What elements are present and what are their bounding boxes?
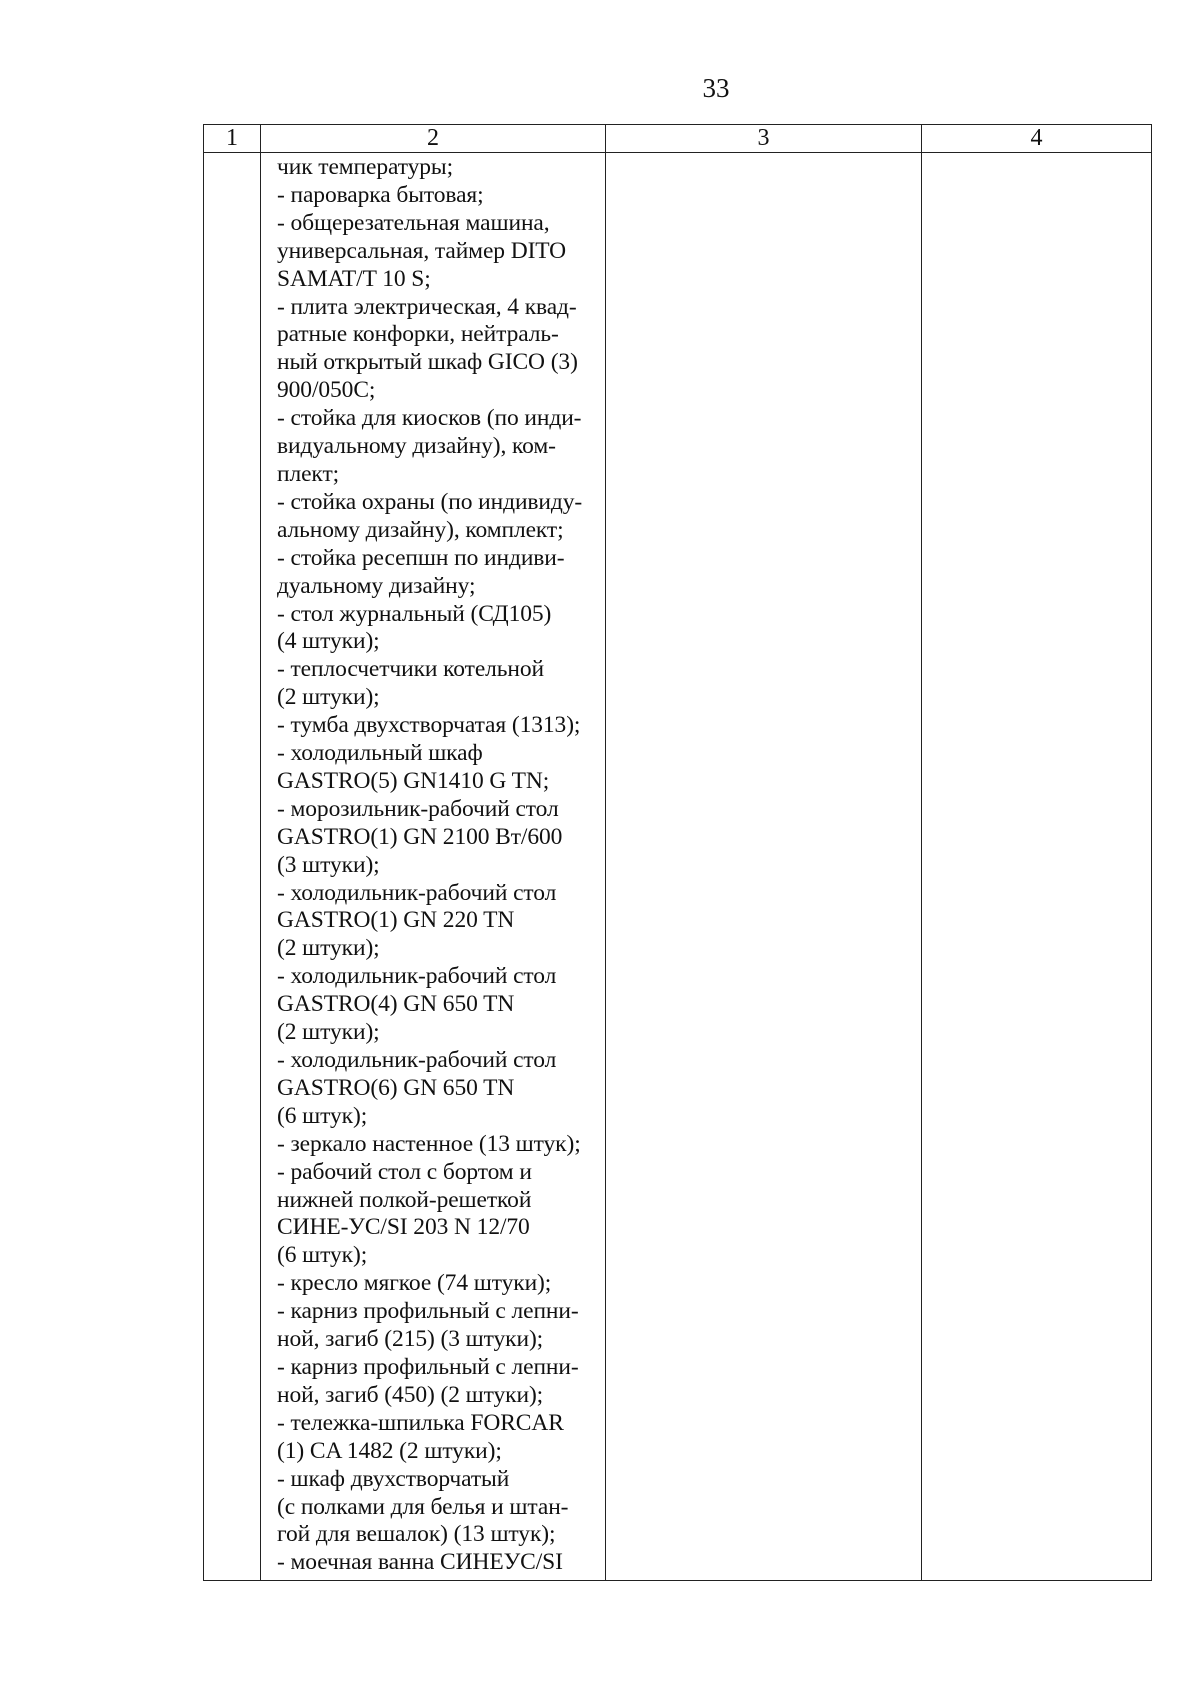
list-line: - пароварка бытовая;: [277, 181, 484, 208]
list-line: (2 штуки);: [277, 1019, 380, 1046]
list-line: - рабочий стол с бортом и: [277, 1158, 532, 1185]
list-line: GASTRO(6) GN 650 TN: [277, 1074, 515, 1101]
list-line: SAMAT/T 10 S;: [277, 265, 431, 292]
list-line: (с полками для белья и штан-: [277, 1493, 569, 1520]
list-line: - зеркало настенное (13 штук);: [277, 1130, 581, 1157]
list-line: - холодильник-рабочий стол: [277, 963, 557, 990]
list-line: (1) CA 1482 (2 штуки);: [277, 1437, 502, 1464]
list-line: гой для вешалок) (13 штук);: [277, 1521, 556, 1548]
list-line: (4 штуки);: [277, 628, 380, 655]
list-line: - холодильный шкаф: [277, 740, 483, 767]
list-line: ратные конфорки, нейтраль-: [277, 321, 559, 348]
list-line: видуальному дизайну), ком-: [277, 433, 556, 460]
list-line: - стойка охраны (по индивиду-: [277, 488, 583, 515]
list-line: 900/050C;: [277, 377, 376, 404]
list-line: - плита электрическая, 4 квад-: [277, 293, 577, 320]
list-line: - кресло мягкое (74 штуки);: [277, 1270, 552, 1297]
header-cell-1: 1: [204, 125, 261, 153]
equipment-table: [203, 124, 1152, 1581]
list-line: - моечная ванна СИНЕУС/SI: [277, 1549, 563, 1576]
list-line: GASTRO(5) GN1410 G TN;: [277, 767, 550, 794]
list-line: ный открытый шкаф GICO (3): [277, 349, 578, 376]
equipment-list: [261, 153, 605, 1577]
list-line: (3 штуки);: [277, 851, 380, 878]
cell-col-2: [261, 153, 606, 1581]
list-line: - тумба двухстворчатая (1313);: [277, 712, 581, 739]
list-line: (6 штук);: [277, 1102, 368, 1129]
list-line: СИНЕ-УС/SI 203 N 12/70: [277, 1214, 530, 1241]
header-cell-2: 2: [261, 125, 606, 153]
list-line: - стол журнальный (СД105): [277, 600, 552, 627]
list-line: нижней полкой-решеткой: [277, 1186, 532, 1213]
list-line: GASTRO(1) GN 2100 Вт/600: [277, 823, 563, 850]
header-row: [204, 125, 1152, 153]
list-line: (6 штук);: [277, 1242, 368, 1269]
list-line: - холодильник-рабочий стол: [277, 879, 557, 906]
list-line: GASTRO(1) GN 220 TN: [277, 907, 515, 934]
list-line: - карниз профильный с лепни-: [277, 1353, 579, 1380]
cell-col-1: [204, 153, 261, 1581]
list-line: чик температуры;: [277, 154, 454, 180]
list-line: - тележка-шпилька FORCAR: [277, 1409, 564, 1436]
list-line: - общерезательная машина,: [277, 209, 550, 236]
list-line: дуальному дизайну;: [277, 572, 476, 599]
list-line: - холодильник-рабочий стол: [277, 1047, 557, 1073]
list-line: - стойка для киосков (по инди-: [277, 405, 582, 432]
list-line: - стойка ресепшн по индиви-: [277, 544, 565, 571]
list-line: ной, загиб (215) (3 штуки);: [277, 1326, 544, 1353]
list-line: плект;: [277, 460, 340, 487]
list-line: ной, загиб (450) (2 штуки);: [277, 1381, 544, 1408]
list-line: универсальная, таймер DITO: [277, 237, 566, 264]
cell-col-4: [922, 153, 1152, 1581]
list-line: (2 штуки);: [277, 935, 380, 962]
table-row: [204, 153, 1152, 1581]
page-number: 33: [702, 73, 730, 103]
list-line: альному дизайну), комплект;: [277, 516, 564, 543]
list-line: GASTRO(4) GN 650 TN: [277, 991, 515, 1018]
header-cell-3: 3: [606, 125, 922, 153]
list-line: (2 штуки);: [277, 684, 380, 711]
list-line: - теплосчетчики котельной: [277, 656, 544, 683]
list-line: - шкаф двухстворчатый: [277, 1465, 510, 1492]
list-line: - морозильник-рабочий стол: [277, 795, 559, 822]
list-line: - карниз профильный с лепни-: [277, 1298, 579, 1325]
header-cell-4: 4: [922, 125, 1152, 153]
cell-col-3: [606, 153, 922, 1581]
